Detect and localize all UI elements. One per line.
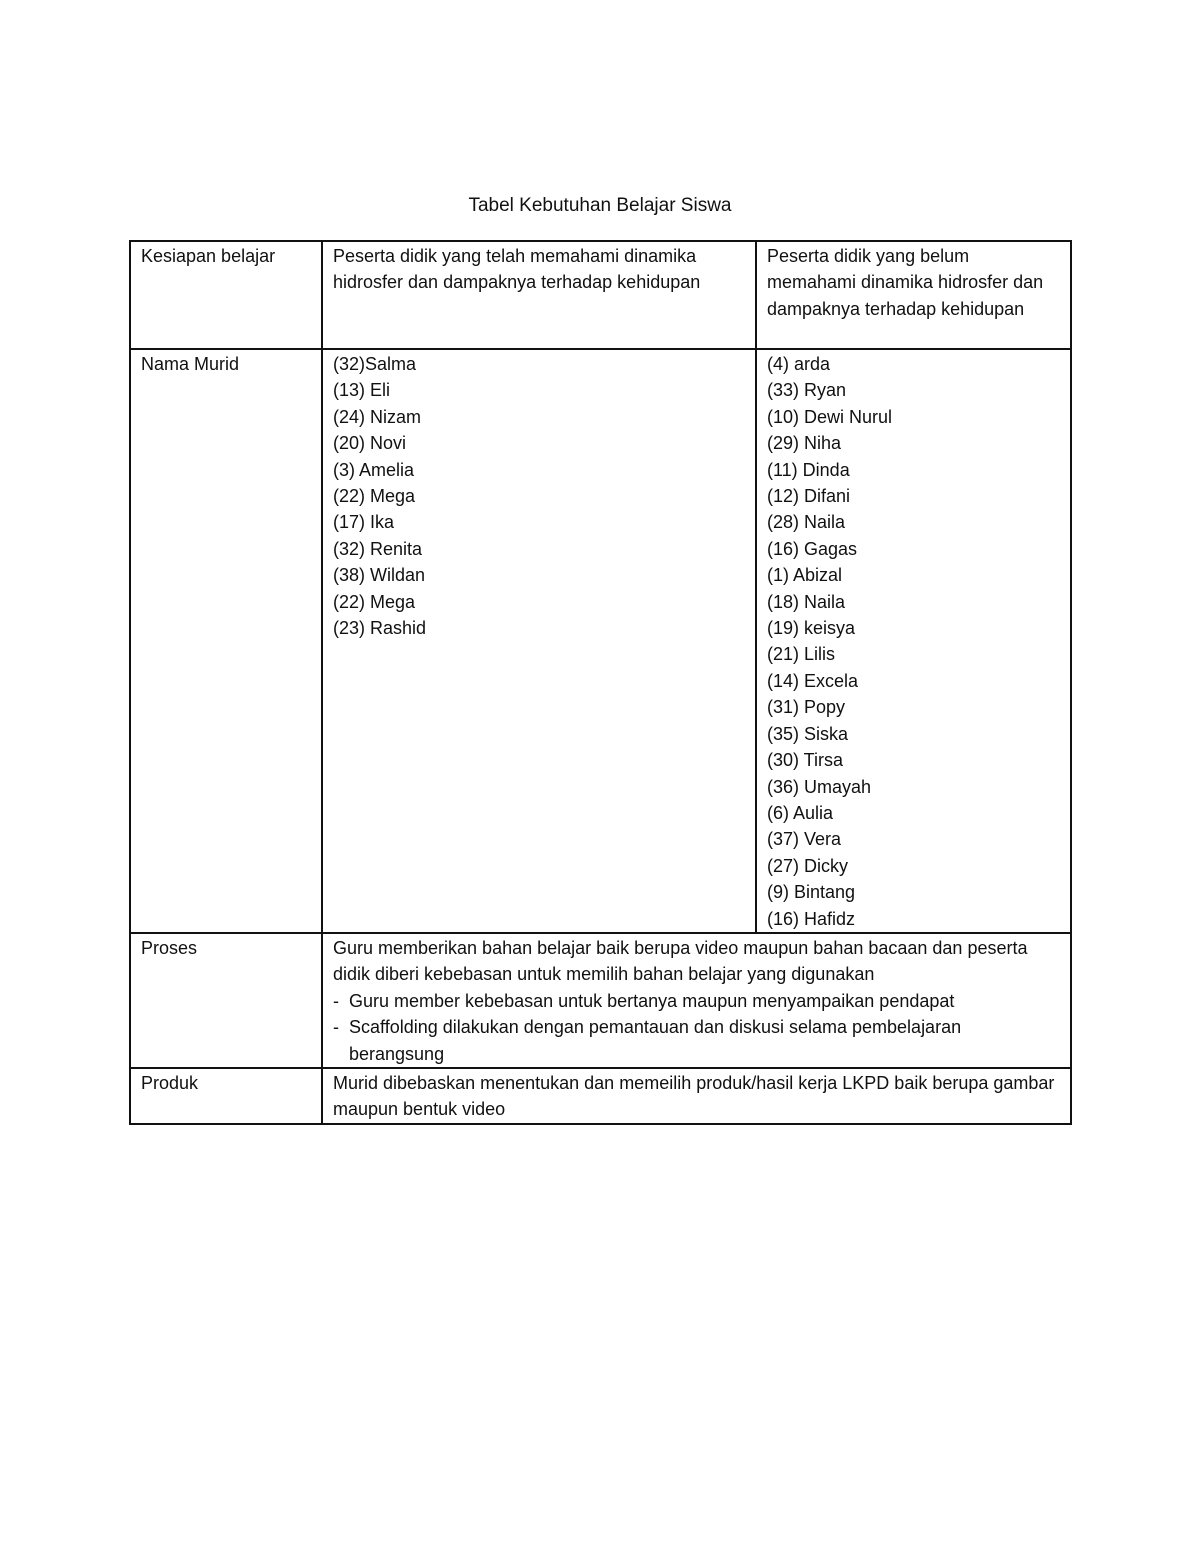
product-text: Murid dibebaskan menentukan dan memeilih produk/hasil kerja LKPD baik berupa gambar maupun bentuk video	[333, 1072, 1055, 1120]
student-list-item: (23) Rashid	[333, 618, 427, 639]
table-row-students	[130, 349, 1071, 933]
readiness-label: Kesiapan belajar	[141, 246, 276, 266]
process-content-cell	[322, 933, 1071, 1068]
student-list-item: (28) Naila	[767, 512, 846, 533]
student-list-item: (16) Hafidz	[767, 908, 856, 929]
student-list-item: (13) Eli	[333, 380, 391, 401]
table-row-readiness	[130, 241, 1071, 349]
process-bullet-text: Guru member kebebasan untuk bertanya maupun menyampaikan pendapat	[349, 990, 955, 1011]
readiness-not-understood-text: Peserta didik yang belum memahami dinamika hidrosfer dan dampaknya terhadap kehidupan	[767, 246, 1044, 319]
student-list-item: (12) Difani	[767, 486, 851, 507]
process-label: Proses	[141, 937, 198, 958]
student-list-item: (17) Ika	[333, 512, 395, 533]
student-list-item: (27) Dicky	[767, 855, 849, 876]
student-list-item: (24) Nizam	[333, 406, 422, 427]
student-list-item: (22) Mega	[333, 591, 416, 612]
student-list-item: (35) Siska	[767, 723, 849, 744]
learning-needs-table	[129, 240, 1072, 1125]
student-list-item: (38) Wildan	[333, 565, 426, 586]
students-not-understood-list	[767, 351, 1060, 932]
student-list-item: (1) Abizal	[767, 565, 843, 586]
student-list-item: (14) Excela	[767, 670, 859, 691]
student-list-item: (18) Naila	[767, 591, 846, 612]
readiness-not-understood-cell	[756, 241, 1071, 349]
student-list-item: (22) Mega	[333, 486, 416, 507]
student-list-item: (21) Lilis	[767, 644, 836, 665]
process-bullet-item	[333, 1014, 1060, 1067]
page-title: Tabel Kebutuhan Belajar Siswa	[468, 195, 732, 216]
readiness-understood-text: Peserta didik yang telah memahami dinamika hidrosfer dan dampaknya terhadap kehidupan	[333, 246, 701, 293]
student-list-item: (37) Vera	[767, 829, 842, 850]
table-row-process	[130, 933, 1071, 1068]
readiness-label-cell	[130, 241, 322, 349]
students-label: Nama Murid	[141, 354, 240, 374]
dash-bullet-marker: -	[333, 1017, 339, 1038]
student-list-item: (32) Renita	[333, 538, 423, 559]
student-list-item: (16) Gagas	[767, 538, 858, 559]
student-list-item: (33) Ryan	[767, 380, 847, 401]
student-list-item: (3) Amelia	[333, 459, 415, 480]
process-intro: Guru memberikan bahan belajar baik berupa video maupun bahan bacaan dan peserta didik diberi kebebasan untuk memilih bahan belajar yang digunakan	[333, 937, 1028, 985]
student-list-item: (30) Tirsa	[767, 750, 844, 771]
student-list-item: (4) arda	[767, 354, 831, 374]
student-list-item: (20) Novi	[333, 433, 407, 454]
students-understood-cell	[322, 349, 756, 933]
product-label: Produk	[141, 1072, 199, 1093]
product-content-cell	[322, 1068, 1071, 1124]
process-label-cell	[130, 933, 322, 1068]
process-bullet-list	[333, 988, 1060, 1067]
student-list-item: (31) Popy	[767, 697, 846, 718]
student-list-item: (19) keisya	[767, 618, 856, 639]
student-list-item: (11) Dinda	[767, 459, 850, 480]
student-list-item: (36) Umayah	[767, 776, 872, 797]
table-row-product	[130, 1068, 1071, 1124]
student-list-item: (6) Aulia	[767, 802, 834, 823]
students-label-cell	[130, 349, 322, 933]
students-not-understood-cell	[756, 349, 1071, 933]
dash-bullet-marker: -	[333, 990, 339, 1011]
product-label-cell	[130, 1068, 322, 1124]
process-bullet-text: Scaffolding dilakukan dengan pemantauan dan diskusi selama pembelajaran berangsung	[349, 1017, 962, 1064]
student-list-item: (29) Niha	[767, 433, 842, 454]
students-understood-list	[333, 351, 745, 641]
student-list-item: (9) Bintang	[767, 882, 856, 903]
process-bullet-item	[333, 988, 1060, 1014]
readiness-understood-cell	[322, 241, 756, 349]
student-list-item: (32)Salma	[333, 354, 417, 374]
student-list-item: (10) Dewi Nurul	[767, 406, 893, 427]
